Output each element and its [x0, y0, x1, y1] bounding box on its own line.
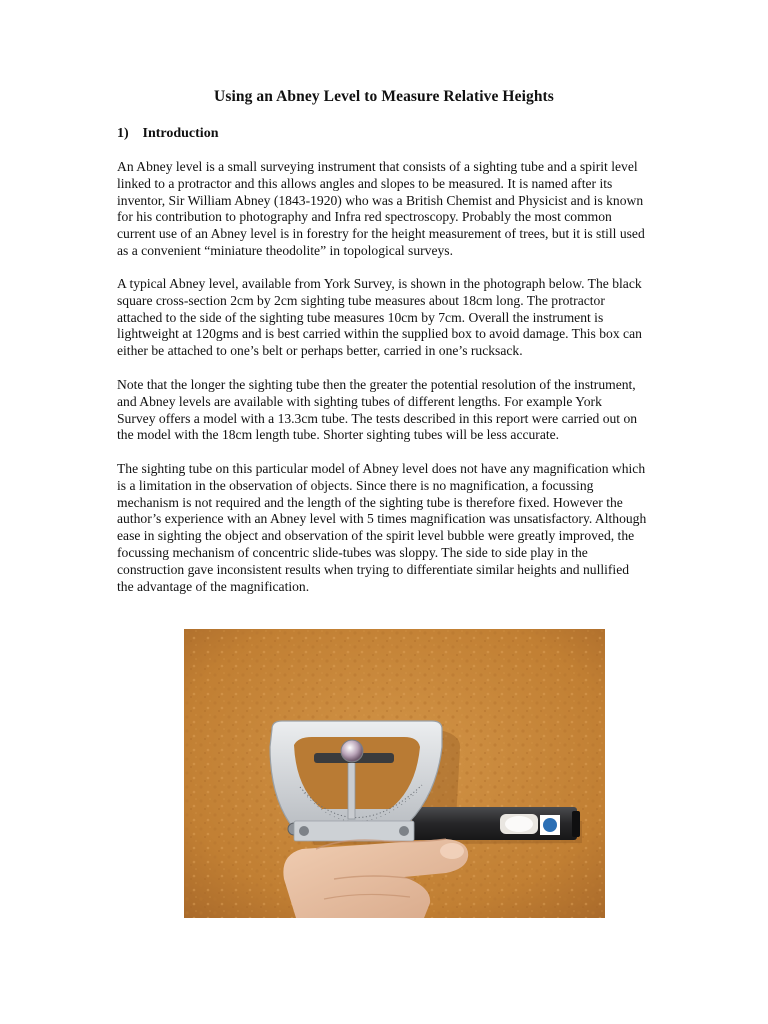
paragraph-line: and Abney levels are available with sighting tubes of different lengths. For example York — [117, 393, 602, 409]
paragraph-line: square cross-section 2cm by 2cm sighting tube measures about 18cm long. The protractor — [117, 292, 605, 308]
paragraph-line: linked to a protractor and this allows angles and slopes to be measured. It is named after its — [117, 175, 613, 191]
paragraph-line: Note that the longer the sighting tube then the greater the potential resolution of the instrument, — [117, 377, 636, 392]
paragraph-line: author’s experience with an Abney level with 5 times magnification was unsatisfactory. Although — [117, 511, 647, 527]
paragraph-line: An Abney level is a small surveying instrument that consists of a sighting tube and a spirit level — [117, 159, 638, 174]
document-title: Using an Abney Level to Measure Relative Heights — [214, 88, 554, 105]
paragraph-line: as a convenient “miniature theodolite” in topological surveys. — [117, 242, 453, 258]
paragraph-line: for his contribution to photography and Infra red spectroscopy. Probably the most common — [117, 209, 612, 225]
section-number: 1) — [117, 126, 129, 141]
paragraph-line: is a limitation in the observation of objects. Since there is no magnification, a focussing — [117, 477, 594, 493]
paragraph-1 — [117, 159, 677, 260]
paragraph-3 — [117, 377, 677, 444]
paragraph-2 — [117, 276, 677, 360]
paragraph-line: mechanism is not required and the length of the sighting tube is therefore fixed. However the — [117, 494, 623, 510]
paragraph-line: lightweight at 120gms and is best carried within the supplied box to avoid damage. This box can — [117, 326, 642, 342]
paragraph-line: Survey offers a model with a 13.3cm tube. The tests described in this report were carried out on — [117, 410, 638, 426]
paragraph-4 — [117, 461, 677, 595]
section-heading — [117, 126, 218, 142]
paragraph-line: A typical Abney level, available from York Survey, is shown in the photograph below. The black — [117, 276, 642, 291]
paragraph-line: construction gave inconsistent results when trying to differentiate similar heights and nullified — [117, 561, 630, 577]
paragraph-line: ease in sighting the object and observation of the spirit level bubble were greatly improved, the — [117, 528, 635, 544]
section-title: Introduction — [142, 126, 219, 141]
paragraph-line: The sighting tube on this particular model of Abney level does not have any magnification which — [117, 461, 646, 476]
abney-level-photo — [184, 629, 605, 918]
paragraph-line: inventor, Sir William Abney (1843-1920) who was a British Chemist and Physicist and is known — [117, 192, 644, 208]
sighting-tube — [412, 807, 580, 840]
paragraph-line: current use of an Abney level is in forestry for the height measurement of trees, but it is still used — [117, 226, 645, 242]
paragraph-line: either be attached to one’s belt or perhaps better, carried in one’s rucksack. — [117, 343, 523, 359]
paragraph-line: the advantage of the magnification. — [117, 578, 310, 594]
paragraph-line: focussing mechanism of concentric slide-tubes was sloppy. The side to side play in the — [117, 544, 588, 560]
paragraph-line: attached to the side of the sighting tube measures 10cm by 7cm. Overall the instrument is — [117, 309, 604, 325]
paragraph-line: the model with the 18cm length tube. Shorter sighting tubes will be less accurate. — [117, 427, 560, 443]
